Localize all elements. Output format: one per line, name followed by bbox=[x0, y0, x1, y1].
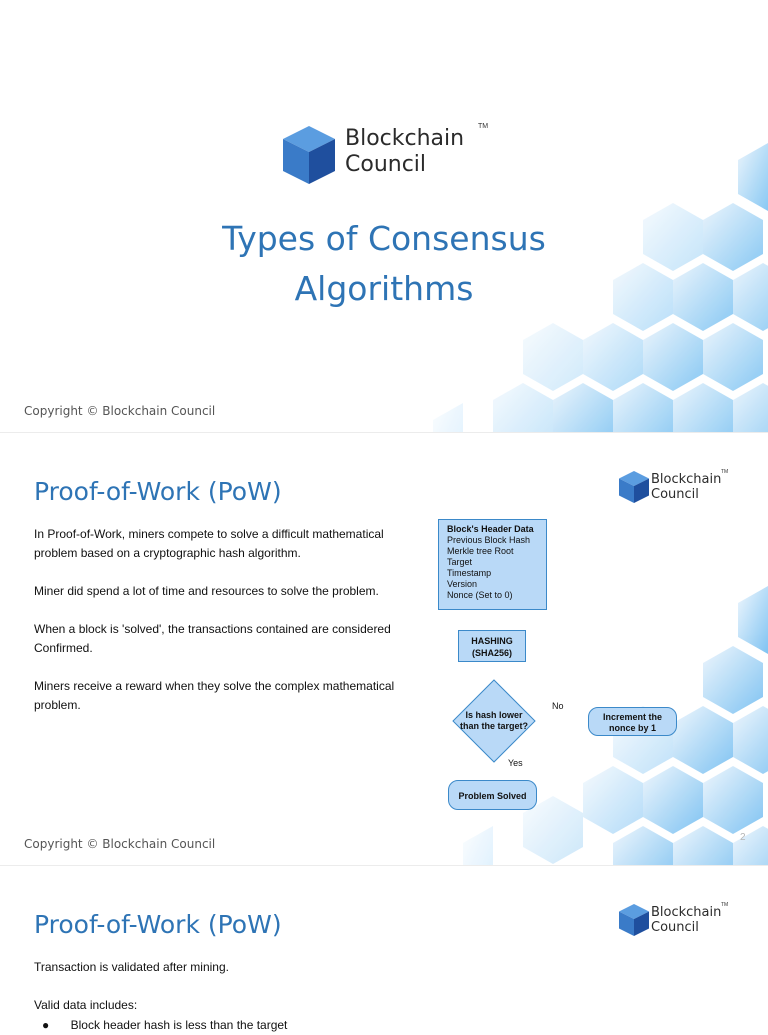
decision-label: Is hash lower than the target? bbox=[459, 710, 528, 731]
slide-proof-of-work-validation bbox=[0, 866, 768, 1032]
slide-title bbox=[0, 0, 768, 433]
paragraph: Valid data includes: bbox=[34, 998, 138, 1012]
increment-nonce-box: Increment the nonce by 1 bbox=[588, 707, 677, 736]
paragraph: Miner did spend a lot of time and resources to solve the problem. bbox=[34, 584, 379, 598]
problem-solved-box: Problem Solved bbox=[448, 780, 537, 810]
trademark-symbol: TM bbox=[721, 902, 729, 908]
trademark-symbol: TM bbox=[721, 469, 729, 475]
copyright-text: Copyright © Blockchain Council bbox=[24, 404, 216, 418]
slide-proof-of-work bbox=[0, 433, 768, 866]
block-header-data-box: Block's Header Data Previous Block Hash Merkle tree Root Target Timestamp Version Nonce (Set to 0) bbox=[438, 519, 547, 610]
slide-body-text bbox=[34, 525, 414, 734]
slide-heading: Proof-of-Work (PoW) bbox=[34, 477, 282, 506]
paragraph: Miners receive a reward when they solve the complex mathematical problem. bbox=[34, 679, 395, 712]
slide-heading: Proof-of-Work (PoW) bbox=[34, 910, 282, 939]
paragraph: When a block is 'solved', the transactions contained are considered Confirmed. bbox=[34, 622, 391, 655]
yes-label: Yes bbox=[508, 758, 523, 768]
bullet-item: ● Block header hash is less than the target bbox=[42, 1018, 288, 1032]
blockchain-council-logo bbox=[618, 470, 650, 504]
blockchain-council-logo bbox=[618, 903, 650, 937]
brand-name: Blockchain Council bbox=[345, 126, 465, 177]
brand-name: Blockchain Council bbox=[651, 472, 722, 502]
hexagon-background-pattern bbox=[388, 566, 768, 866]
no-label: No bbox=[552, 701, 564, 711]
trademark-symbol: TM bbox=[478, 123, 489, 130]
paragraph: In Proof-of-Work, miners compete to solve a difficult mathematical problem based on a cryptographic hash algorithm. bbox=[34, 527, 384, 560]
brand-name: Blockchain Council bbox=[651, 905, 722, 935]
page-number: 2 bbox=[740, 832, 746, 843]
paragraph: Transaction is validated after mining. bbox=[34, 960, 229, 974]
bullet-dot-icon: ● bbox=[42, 1018, 50, 1032]
presentation-title: Types of Consensus Algorithms bbox=[222, 219, 546, 308]
hashing-box: HASHING (SHA256) bbox=[458, 630, 526, 662]
copyright-text: Copyright © Blockchain Council bbox=[24, 837, 216, 851]
